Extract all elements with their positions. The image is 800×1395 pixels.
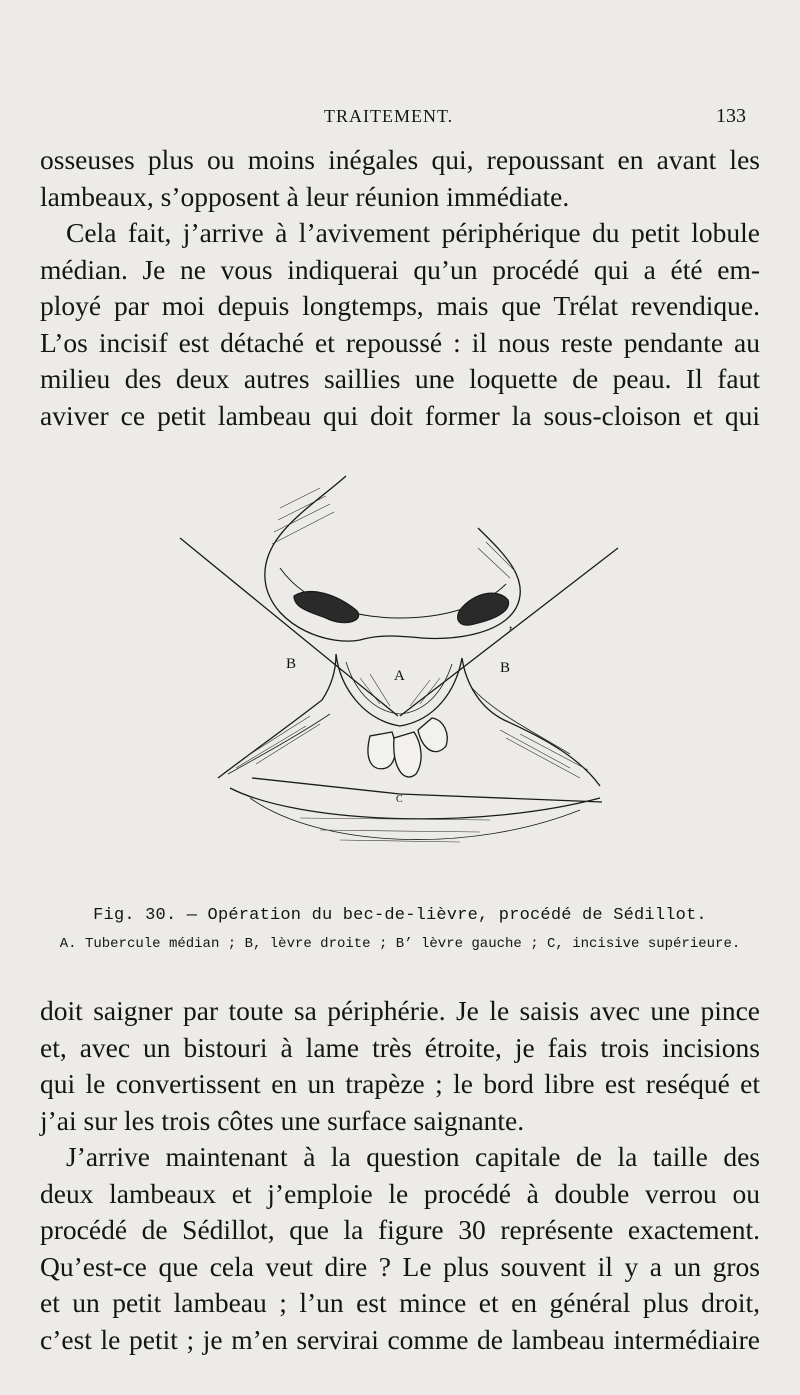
text-line: milieu des deux autres saillies une loquette de peau. Il faut bbox=[40, 363, 760, 394]
figure-caption-title: Fig. 30. — Opération du bec-de-lièvre, procédé de Sédillot. bbox=[93, 906, 707, 925]
text-line: doit saigner par toute sa périphérie. Je le saisis avec une pince bbox=[40, 995, 760, 1026]
paragraph bbox=[40, 993, 760, 1139]
running-header bbox=[0, 106, 800, 134]
figure-label-c: C bbox=[396, 794, 403, 805]
text-line: ployé par moi depuis longtemps, mais que Trélat revendique. bbox=[40, 290, 760, 321]
text-line: et, avec un bistouri à lame très étroite, je fais trois incisions bbox=[40, 1031, 760, 1063]
paragraph bbox=[40, 142, 760, 215]
text-line: médian. Je ne vous indiquerai qu’un procédé qui a été em- bbox=[40, 253, 760, 285]
figure-caption-legend: A. Tubercule médian ; B, lèvre droite ; B’ lèvre gauche ; C, incisive supérieure. bbox=[59, 936, 741, 952]
figure-30-illustration bbox=[160, 468, 640, 868]
header-title: TRAITEMENT. bbox=[324, 106, 454, 126]
harelip-engraving bbox=[160, 468, 640, 868]
text-line: lambeaux, s’opposent à leur réunion immédiate. bbox=[40, 180, 570, 212]
text-line: osseuses plus ou moins inégales qui, repoussant en avant les bbox=[40, 144, 760, 175]
text-line: et un petit lambeau ; l’un est mince et en général plus droit, bbox=[40, 1287, 760, 1318]
text-line: aviver ce petit lambeau qui doit former la sous-cloison et qui bbox=[40, 399, 760, 431]
figure-label-b-left: B bbox=[286, 656, 297, 672]
text-line: Cela fait, j’arrive à l’avivement périphérique du petit lobule bbox=[66, 217, 760, 248]
figure-label-b-right: B bbox=[500, 660, 511, 676]
text-line: L’os incisif est détaché et repoussé : il nous reste pendante au bbox=[40, 326, 760, 358]
text-line: deux lambeaux et j’emploie le procédé à double verrou ou bbox=[40, 1177, 760, 1209]
figure-label-b-right-prime: ’ bbox=[508, 624, 513, 640]
text-line: c’est le petit ; je m’en servirai comme de lambeau intermédiaire bbox=[40, 1323, 760, 1355]
paragraph bbox=[40, 215, 760, 434]
body-text-bottom bbox=[40, 993, 760, 1358]
text-line: J’arrive maintenant à la question capitale de la taille des bbox=[66, 1141, 760, 1172]
body-text-top bbox=[40, 142, 760, 434]
page-number: 133 bbox=[716, 105, 746, 127]
paragraph bbox=[40, 1139, 760, 1358]
text-line: qui le convertissent en un trapèze ; le bord libre est reséqué et bbox=[40, 1068, 760, 1099]
text-line: j’ai sur les trois côtes une surface saignante. bbox=[40, 1104, 525, 1136]
text-line: Qu’est-ce que cela veut dire ? Le plus souvent il y a un gros bbox=[40, 1250, 760, 1282]
text-line: procédé de Sédillot, que la figure 30 représente exactement. bbox=[40, 1214, 760, 1245]
figure-label-a: A bbox=[394, 668, 405, 684]
